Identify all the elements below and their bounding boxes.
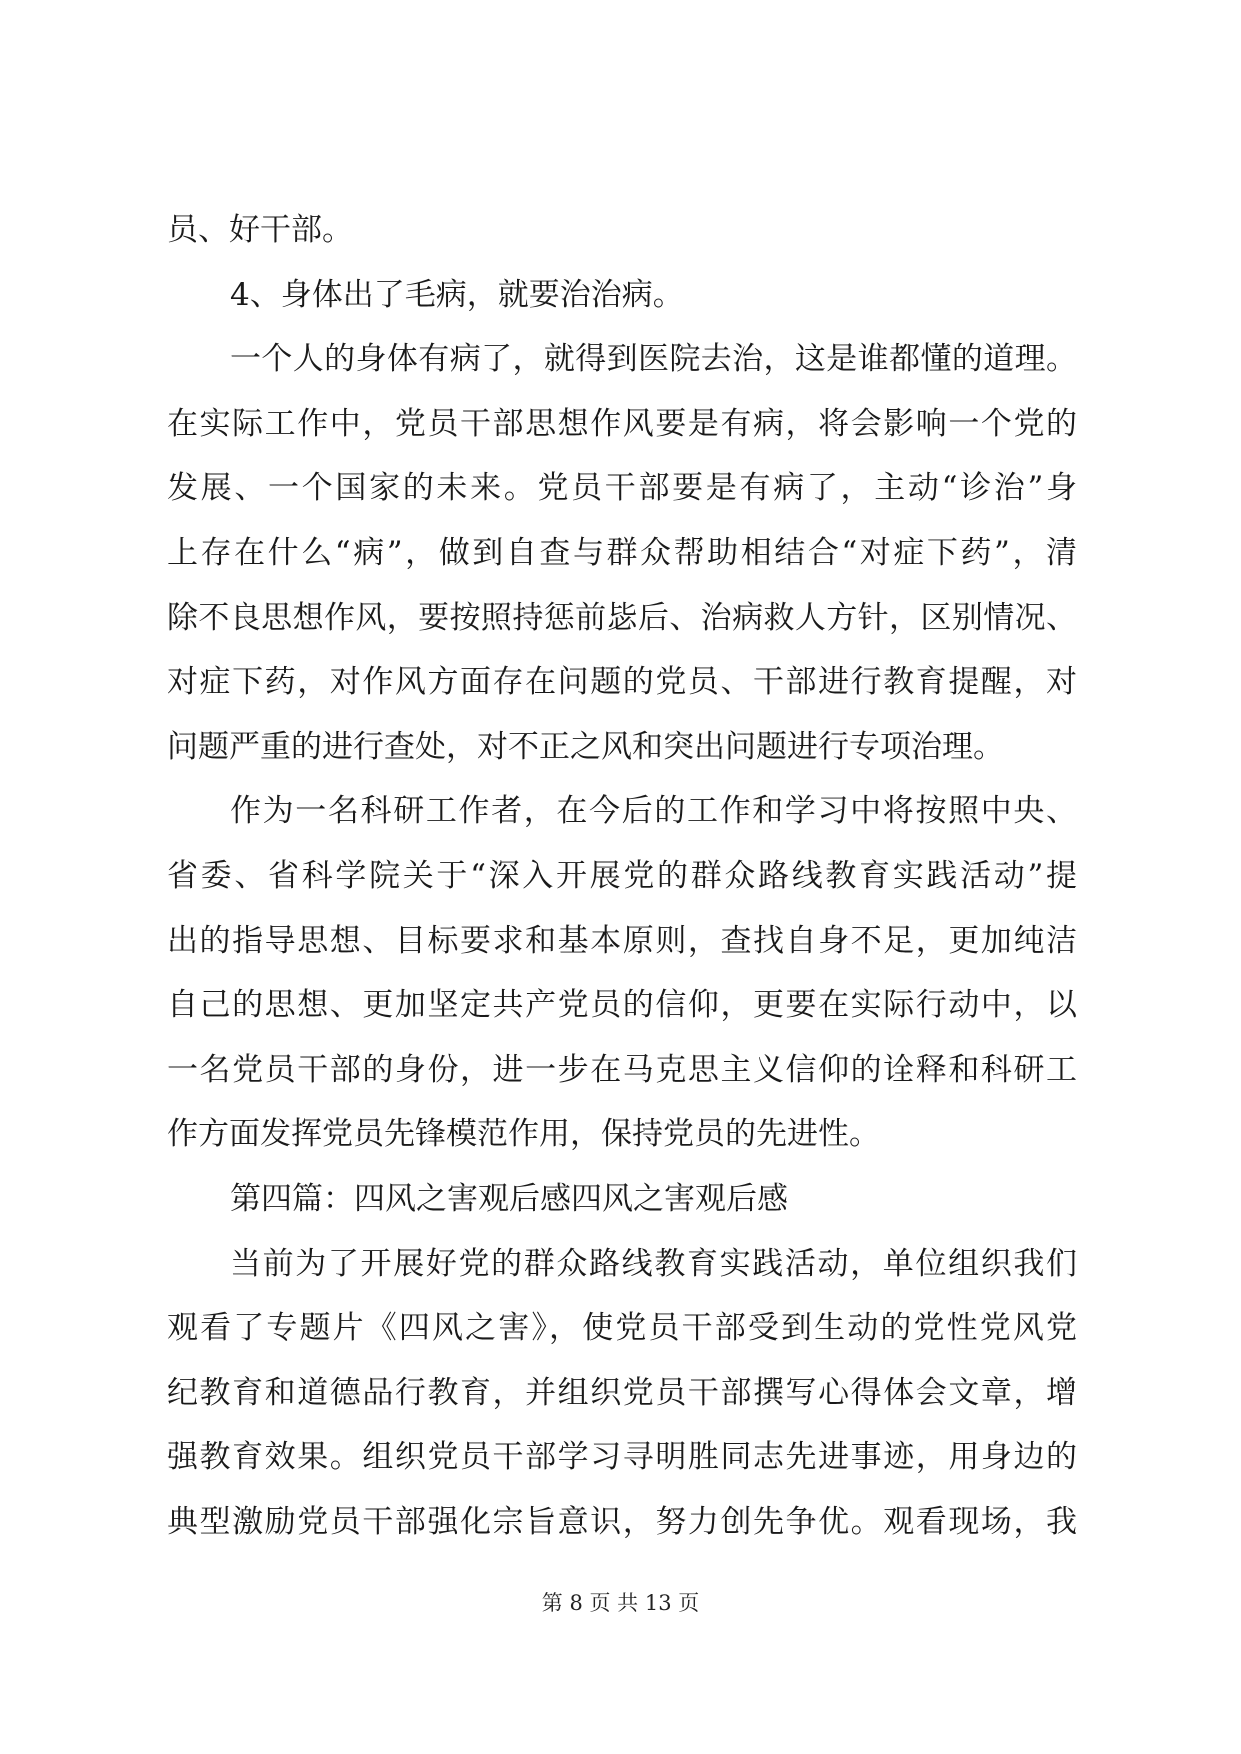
text-line: 在实际工作中，党员干部思想作风要是有病，将会影响一个党的 <box>167 405 1077 442</box>
text-line: 典型激励党员干部强化宗旨意识，努力创先争优。观看现场，我 <box>167 1504 1077 1540</box>
text-line: 出的指导思想、目标要求和基本原则，查找自身不足，更加纯洁 <box>167 922 1077 959</box>
text-line: 第四篇：四风之害观后感四风之害观后感 <box>230 1181 788 1217</box>
text-line: 作方面发挥党员先锋模范作用，保持党员的先进性。 <box>167 1116 880 1153</box>
text-line: 当前为了开展好党的群众路线教育实践活动，单位组织我们 <box>230 1245 1077 1282</box>
text-line: 自己的思想、更加坚定共产党员的信仰，更要在实际行动中，以 <box>167 987 1077 1024</box>
page-footer: 第 8 页 共 13 页 <box>541 1591 700 1615</box>
text-line: 观看了专题片《四风之害》，使党员干部受到生动的党性党风党 <box>167 1310 1077 1347</box>
text-line: 对症下药，对作风方面存在问题的党员、干部进行教育提醒，对 <box>167 664 1077 701</box>
text-line: 上存在什么“病”，做到自查与群众帮助相结合“对症下药”，清 <box>167 535 1077 571</box>
text-line: 省委、省科学院关于“深入开展党的群众路线教育实践活动”提 <box>167 858 1077 894</box>
text-line: 员、好干部。 <box>167 212 353 248</box>
text-line: 4、身体出了毛病，就要治治病。 <box>230 276 684 313</box>
text-line: 问题严重的进行查处，对不正之风和突出问题进行专项治理。 <box>167 728 1004 765</box>
text-line: 除不良思想作风，要按照持惩前毖后、治病救人方针，区别情况、 <box>167 599 1077 636</box>
text-line: 一个人的身体有病了，就得到医院去治，这是谁都懂的道理。 <box>230 341 1077 378</box>
text-line: 作为一名科研工作者，在今后的工作和学习中将按照中央、 <box>230 793 1077 830</box>
text-line: 强教育效果。组织党员干部学习寻明胜同志先进事迹，用身边的 <box>167 1439 1077 1476</box>
text-line: 一名党员干部的身份，进一步在马克思主义信仰的诠释和科研工 <box>167 1051 1077 1088</box>
text-line: 发展、一个国家的未来。党员干部要是有病了，主动“诊治”身 <box>167 470 1077 507</box>
text-line: 纪教育和道德品行教育，并组织党员干部撰写心得体会文章，增 <box>167 1374 1077 1411</box>
